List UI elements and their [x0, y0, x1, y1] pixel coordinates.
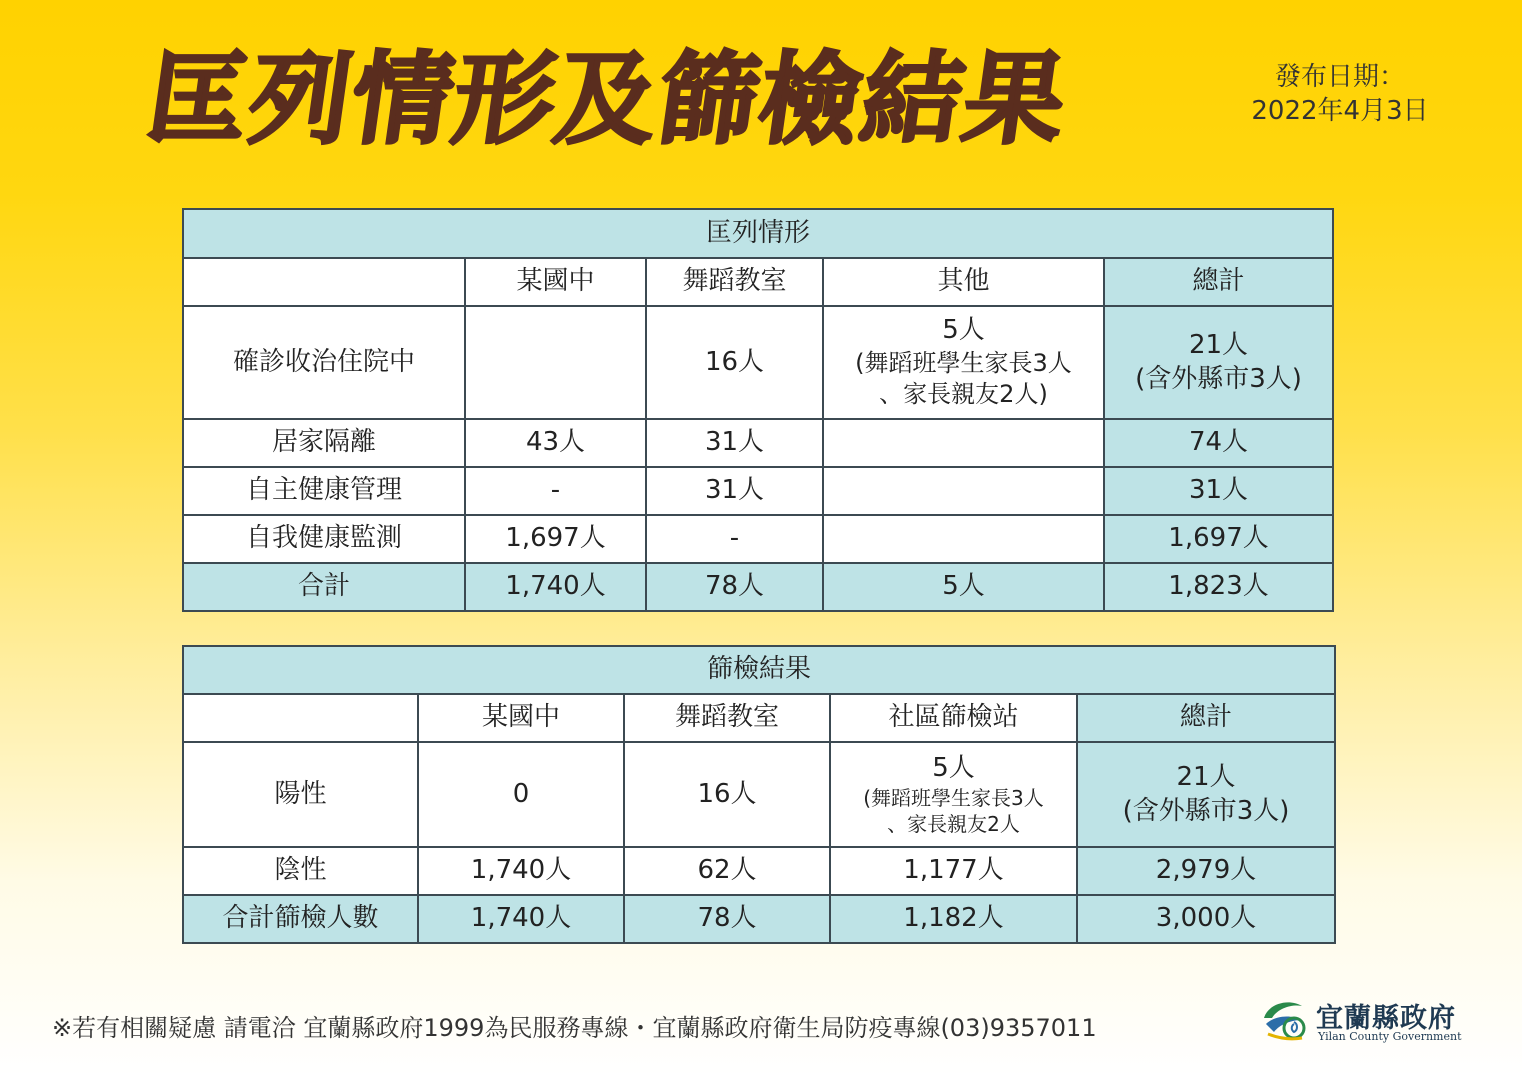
- cell-main-value: 21人: [1176, 761, 1236, 792]
- cell-value: 0: [418, 742, 624, 847]
- row-label: 陰性: [183, 847, 418, 895]
- table-row: [183, 306, 1333, 419]
- cell-total: 3,000人: [1077, 895, 1335, 943]
- cell-value: 1,177人: [830, 847, 1077, 895]
- publish-date-block: [1240, 60, 1440, 128]
- page-title: 匡列情形及篩檢結果: [140, 41, 1075, 158]
- table-row: [183, 847, 1335, 895]
- row-label: 合計: [183, 563, 465, 611]
- table-row: [183, 467, 1333, 515]
- cell-value: 62人: [624, 847, 830, 895]
- row-label: 合計篩檢人數: [183, 895, 418, 943]
- cell-total: 1,697人: [1104, 515, 1333, 563]
- cell-value: 1,740人: [418, 895, 624, 943]
- yilan-county-logo: [1262, 996, 1472, 1046]
- quarantine-table: [182, 208, 1334, 612]
- cell-total: 74人: [1104, 419, 1333, 467]
- cell-note: (含外縣市3人): [1135, 363, 1302, 394]
- row-label: 陽性: [183, 742, 418, 847]
- screening-table: [182, 645, 1336, 944]
- cell-note: 、家長親友2人: [887, 812, 1020, 837]
- cell-total-detail: [1077, 742, 1335, 847]
- logo-english-name: Yilan County Government: [1318, 1030, 1462, 1043]
- cell-note: (含外縣市3人): [1122, 795, 1290, 826]
- cell-value: 1,740人: [465, 563, 646, 611]
- row-label: 確診收治住院中: [183, 306, 465, 419]
- cell-value-detail: [830, 742, 1077, 847]
- row-label: 居家隔離: [183, 419, 465, 467]
- publish-date: 2022年4月3日: [1251, 96, 1429, 126]
- header-cell-total: 總計: [1104, 258, 1333, 306]
- yilan-county-emblem-icon: [1262, 998, 1308, 1042]
- cell-value: 31人: [646, 419, 823, 467]
- cell-main-value: 5人: [942, 315, 985, 346]
- cell-total: 2,979人: [1077, 847, 1335, 895]
- cell-value: [823, 419, 1104, 467]
- cell-value: 1,182人: [830, 895, 1077, 943]
- header-cell-other: 其他: [823, 258, 1104, 306]
- cell-value: 43人: [465, 419, 646, 467]
- row-label: 自我健康監測: [183, 515, 465, 563]
- cell-value: 16人: [646, 306, 823, 419]
- cell-value: 16人: [624, 742, 830, 847]
- table-row-total: [183, 563, 1333, 611]
- table-row: [183, 515, 1333, 563]
- logo-name: 宜蘭縣政府: [1316, 1003, 1456, 1034]
- table-row-total: [183, 895, 1335, 943]
- cell-value: 5人: [823, 563, 1104, 611]
- cell-note: 、家長親友2人): [879, 380, 1048, 409]
- cell-note: (舞蹈班學生家長3人: [855, 349, 1072, 378]
- cell-value: [823, 467, 1104, 515]
- cell-value: -: [465, 467, 646, 515]
- header-cell-total: 總計: [1077, 694, 1335, 742]
- header-cell-dance-studio: 舞蹈教室: [646, 258, 823, 306]
- header-cell-community-station: 社區篩檢站: [830, 694, 1077, 742]
- table-row: [183, 419, 1333, 467]
- header-cell-school: 某國中: [418, 694, 624, 742]
- cell-value: -: [646, 515, 823, 563]
- header-cell-school: 某國中: [465, 258, 646, 306]
- publish-date-label: 發布日期：: [1274, 62, 1405, 92]
- cell-value: 1,740人: [418, 847, 624, 895]
- cell-value: 1,697人: [465, 515, 646, 563]
- cell-main-value: 21人: [1188, 329, 1249, 360]
- footer-contact-note: ※若有相關疑慮 請電洽 宜蘭縣政府1999為民服務專線・宜蘭縣政府衛生局防疫專線(03)9357011: [52, 1014, 1097, 1042]
- screening-table-caption: 篩檢結果: [183, 646, 1335, 694]
- cell-total: 31人: [1104, 467, 1333, 515]
- cell-value: 78人: [624, 895, 830, 943]
- header-cell-dance-studio: 舞蹈教室: [624, 694, 830, 742]
- table-row: [183, 742, 1335, 847]
- cell-main-value: 5人: [932, 752, 975, 783]
- cell-value: [465, 306, 646, 419]
- cell-value-detail: [823, 306, 1104, 419]
- cell-total-detail: [1104, 306, 1333, 419]
- quarantine-table-caption: 匡列情形: [183, 209, 1333, 258]
- cell-value: [823, 515, 1104, 563]
- cell-value: 31人: [646, 467, 823, 515]
- row-label: 自主健康管理: [183, 467, 465, 515]
- cell-total: 1,823人: [1104, 563, 1333, 611]
- header-cell-empty: [183, 258, 465, 306]
- cell-value: 78人: [646, 563, 823, 611]
- header-cell-empty: [183, 694, 418, 742]
- cell-note: (舞蹈班學生家長3人: [863, 786, 1044, 811]
